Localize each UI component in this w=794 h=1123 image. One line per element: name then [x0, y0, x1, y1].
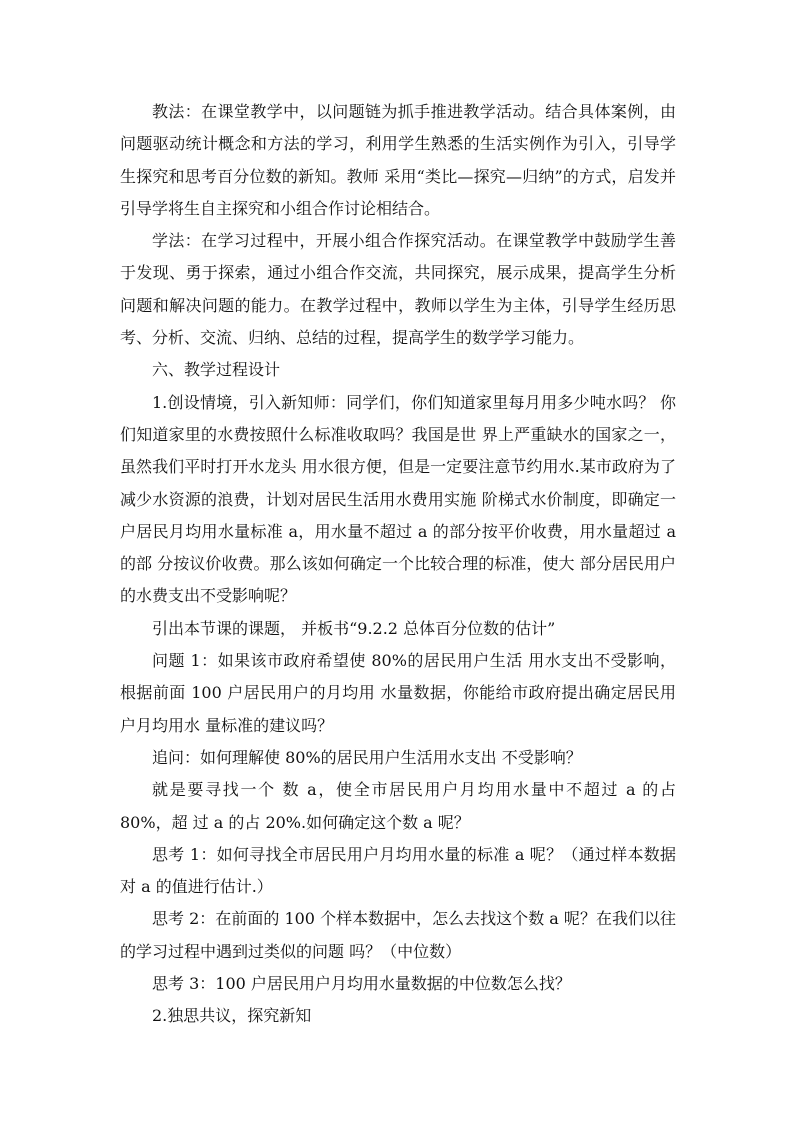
paragraph-teaching-method: 教法：在课堂教学中，以问题链为抓手推进教学活动。结合具体案例，由问题驱动统计概念和方法的学习，利用学生熟悉的生活实例作为引入，引导学生探究和思考百分位数的新知。教师 采用“类比—探究—归纳”的方式，启发并引导学将生自主探究和小组合作讨论相结合。 — [120, 102, 676, 218]
paragraph-think-3: 思考 3：100 户居民用户月均用水量数据的中位数怎么找？ — [152, 974, 571, 994]
document-body — [120, 96, 676, 1033]
paragraph-create-situation: 1.创设情境，引入新知师：同学们，你们知道家里每月用多少吨水吗？ 你们知道家里的水费按照什么标准收取吗？我国是世 界上严重缺水的国家之一，虽然我们平时打开水龙头 用水很方便，但是一定要注意节约用水.某市政府为了减少水资源的浪费，计划对居民生活用水费用实施 阶梯式水价制度，即确定一户居民月均用水量标准 a，用水量不超过 a 的部分按平价收费，用水量超过 a 的部 分按议价收费。那么该如何确定一个比较合理的标准，使大 部分居民用户的水费支出不受影响呢？ — [120, 392, 676, 606]
paragraph-lesson-topic: 引出本节课的课题， 并板书“9.2.2 总体百分位数的估计” — [152, 618, 556, 638]
paragraph-think-1: 思考 1：如何寻找全市居民用户月均用水量的标准 a 呢？（通过样本数据对 a 的值进行估计.） — [120, 844, 676, 897]
section-heading: 六、教学过程设计 — [152, 360, 281, 380]
paragraph-explore: 2.独思共议，探究新知 — [152, 1006, 312, 1026]
paragraph-find-a: 就是要寻找一个 数 a，使全市居民用户月均用水量中不超过 a 的占 80%，超 过 a 的占 20%.如何确定这个数 a 呢？ — [120, 780, 676, 832]
paragraph-think-2: 思考 2：在前面的 100 个样本数据中，怎么去找这个数 a 呢？在我们以往的学习过程中遇到过类似的问题 吗？（中位数） — [120, 909, 676, 961]
paragraph-learning-method: 学法：在学习过程中，开展小组合作探究活动。在课堂教学中鼓励学生善于发现、勇于探索，通过小组合作交流，共同探究，展示成果，提高学生分析问题和解决问题的能力。在教学过程中，教师以学生为主体，引导学生经历思考、分析、交流、归纳、总结的过程，提高学生的数学学习能力。 — [120, 231, 676, 348]
paragraph-follow-up: 追问：如何理解使 80%的居民用户生活用水支出 不受影响？ — [152, 747, 582, 767]
paragraph-question-1: 问题 1：如果该市政府希望使 80%的居民用户生活 用水支出不受影响，根据前面 100 户居民用户的月均用 水量数据，你能给市政府提出确定居民用户月均用水 量标准的建议吗？ — [120, 651, 676, 735]
